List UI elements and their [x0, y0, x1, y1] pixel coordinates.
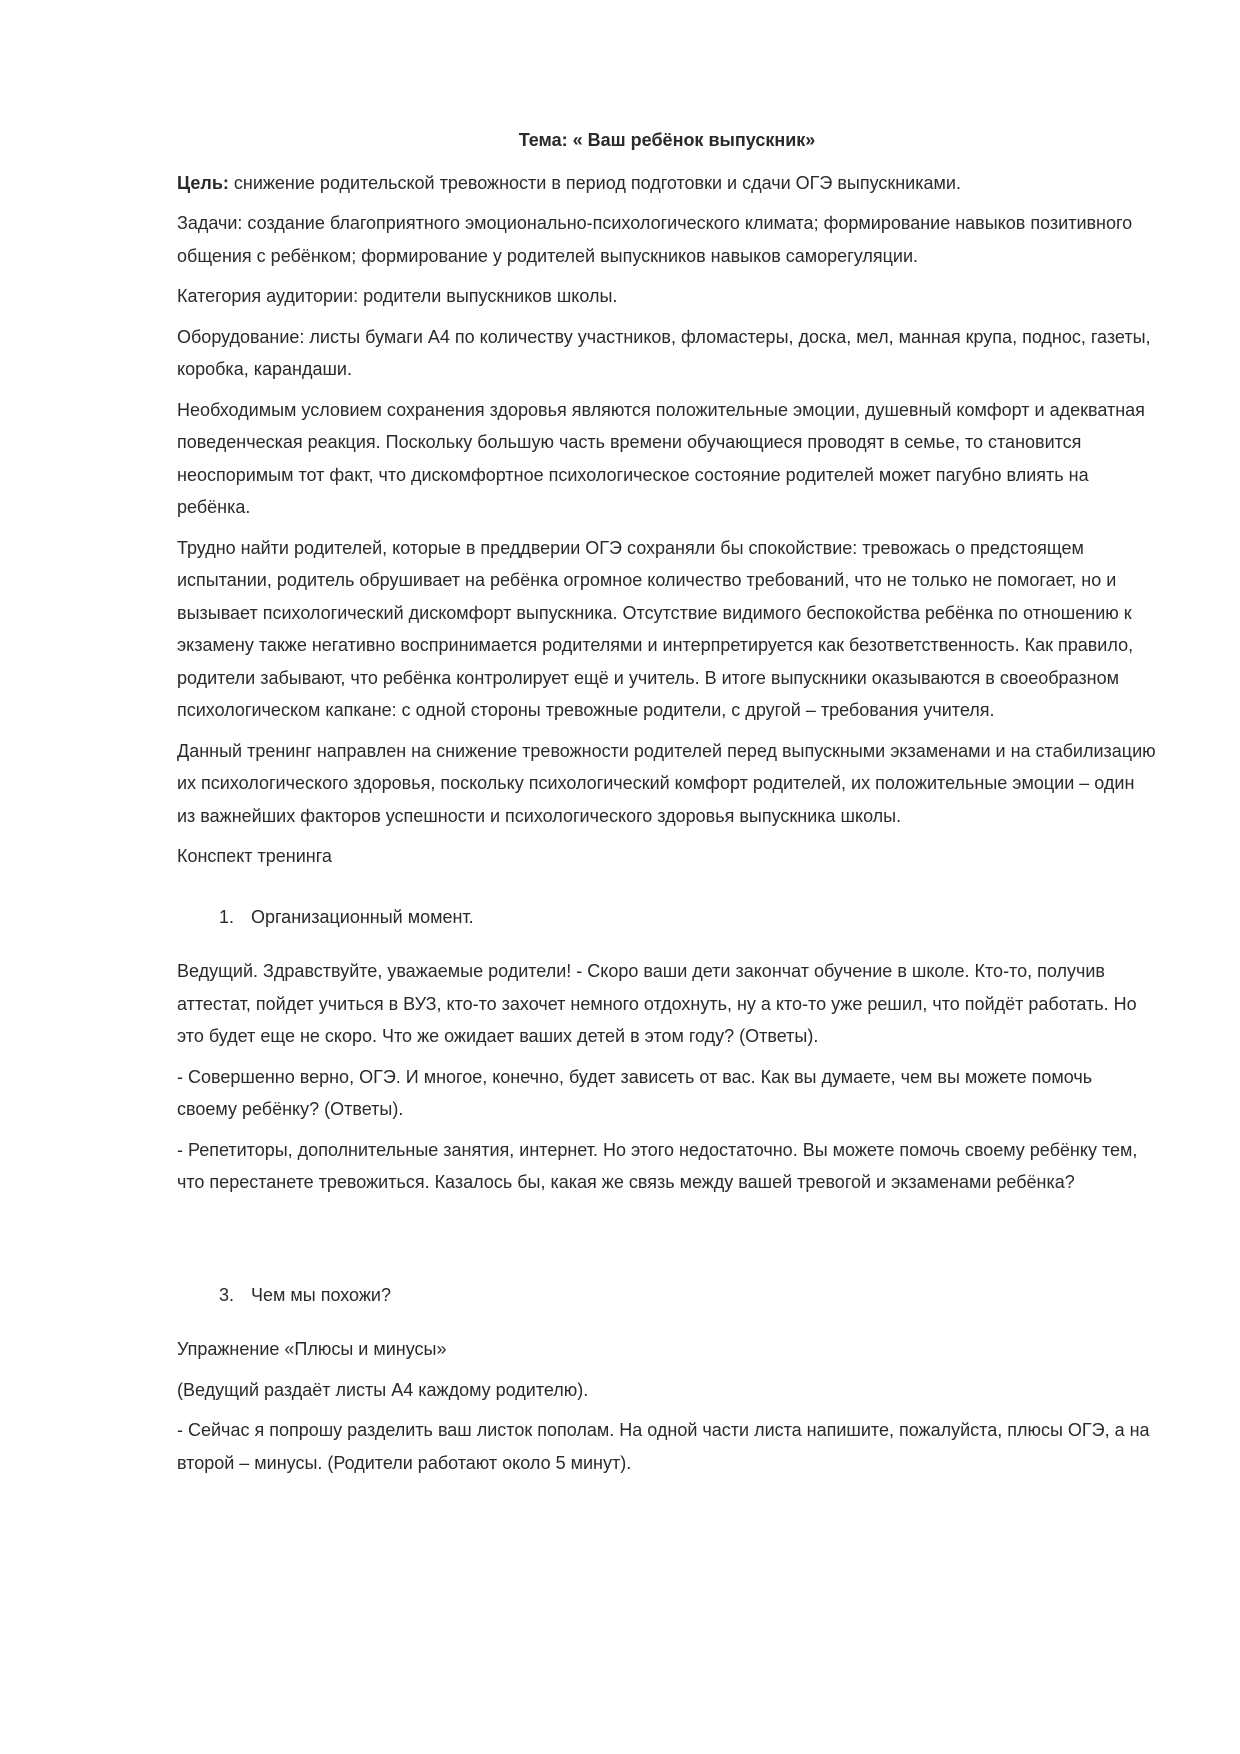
section-title: Чем мы похожи?: [251, 1284, 391, 1305]
exercise-paragraph: - Сейчас я попрошу разделить ваш листок пополам. На одной части листа напишите, пожалуйста, плюсы ОГЭ, а на второй – минусы. (Родители работают около 5 минут).: [177, 1420, 1150, 1473]
goal-paragraph: [177, 167, 1157, 200]
section-number: 1.: [219, 906, 235, 927]
goal-text: снижение родительской тревожности в период подготовки и сдачи ОГЭ выпускниками.: [228, 172, 961, 193]
audience-paragraph: Категория аудитории: родители выпускников школы.: [177, 286, 618, 306]
document-title: Тема: « Ваш ребёнок выпускник»: [518, 130, 816, 150]
outline-heading: Конспект тренинга: [177, 846, 332, 866]
dialogue-paragraph: - Совершенно верно, ОГЭ. И многое, конечно, будет зависеть от вас. Как вы думаете, чем вы можете помочь своему ребёнку? (Ответы).: [177, 1066, 1093, 1119]
document-body: [177, 124, 1157, 1487]
tasks-paragraph: Задачи: создание благоприятного эмоционально-психологического климата; формирование навыков позитивного общения с ребёнком; формирование у родителей выпускников навыков саморегуляции.: [177, 213, 1133, 266]
spacer: [177, 1311, 1157, 1333]
dialogue-paragraph: Ведущий. Здравствуйте, уважаемые родители! - Скоро ваши дети закончат обучение в школе. Кто-то, получив аттестат, пойдет учиться в ВУЗ, кто-то захочет немного отдохнуть, ну а кто-то уже решил, что пойдёт работать. Но это будет еще не скоро. Что же ожидает ваших детей в этом году? (Ответы).: [177, 961, 1137, 1046]
intro-paragraph: Трудно найти родителей, которые в преддверии ОГЭ сохраняли бы спокойствие: тревожась о предстоящем испытании, родитель обрушивает на ребёнка огромное количество требований, что не только не помогает, но и вызывает психологический дискомфорт выпускника. Отсутствие видимого беспокойства ребёнка по отношению к экзамену также негативно воспринимается родителями и интерпретируется как безответственность. Как правило, родители забывают, что ребёнка контролирует ещё и учитель. В итоге выпускники оказываются в своеобразном психологическом капкане: с одной стороны тревожные родители, с другой – требования учителя.: [177, 537, 1134, 720]
section-number: 3.: [219, 1284, 235, 1305]
spacer: [177, 933, 1157, 955]
section-heading-3: [219, 1279, 1157, 1312]
exercise-paragraph: (Ведущий раздаёт листы А4 каждому родителю).: [177, 1379, 589, 1400]
intro-paragraph: Необходимым условием сохранения здоровья являются положительные эмоции, душевный комфорт и адекватная поведенческая реакция. Поскольку большую часть времени обучающиеся проводят в семье, то становится неоспоримым тот факт, что дискомфортное психологическое состояние родителей может пагубно влиять на ребёнка.: [177, 399, 1145, 517]
spacer: [177, 881, 1157, 901]
section-title: Организационный момент.: [251, 906, 474, 927]
dialogue-paragraph: - Репетиторы, дополнительные занятия, интернет. Но этого недостаточно. Вы можете помочь своему ребёнку тем, что перестанете тревожиться. Казалось бы, какая же связь между вашей тревогой и экзаменами ребёнка?: [177, 1139, 1138, 1192]
goal-label: Цель:: [177, 172, 229, 193]
intro-paragraph: Данный тренинг направлен на снижение тревожности родителей перед выпускными экзаменами и на стабилизацию их психологического здоровья, поскольку психологический комфорт родителей, их положительные эмоции – один из важнейших факторов успешности и психологического здоровья выпускника школы.: [177, 740, 1156, 826]
spacer: [177, 1207, 1157, 1279]
exercise-title: Упражнение «Плюсы и минусы»: [177, 1339, 447, 1359]
section-heading-1: [219, 901, 1157, 934]
equipment-paragraph: Оборудование: листы бумаги А4 по количеству участников, фломастеры, доска, мел, манная крупа, поднос, газеты, коробка, карандаши.: [177, 326, 1151, 379]
